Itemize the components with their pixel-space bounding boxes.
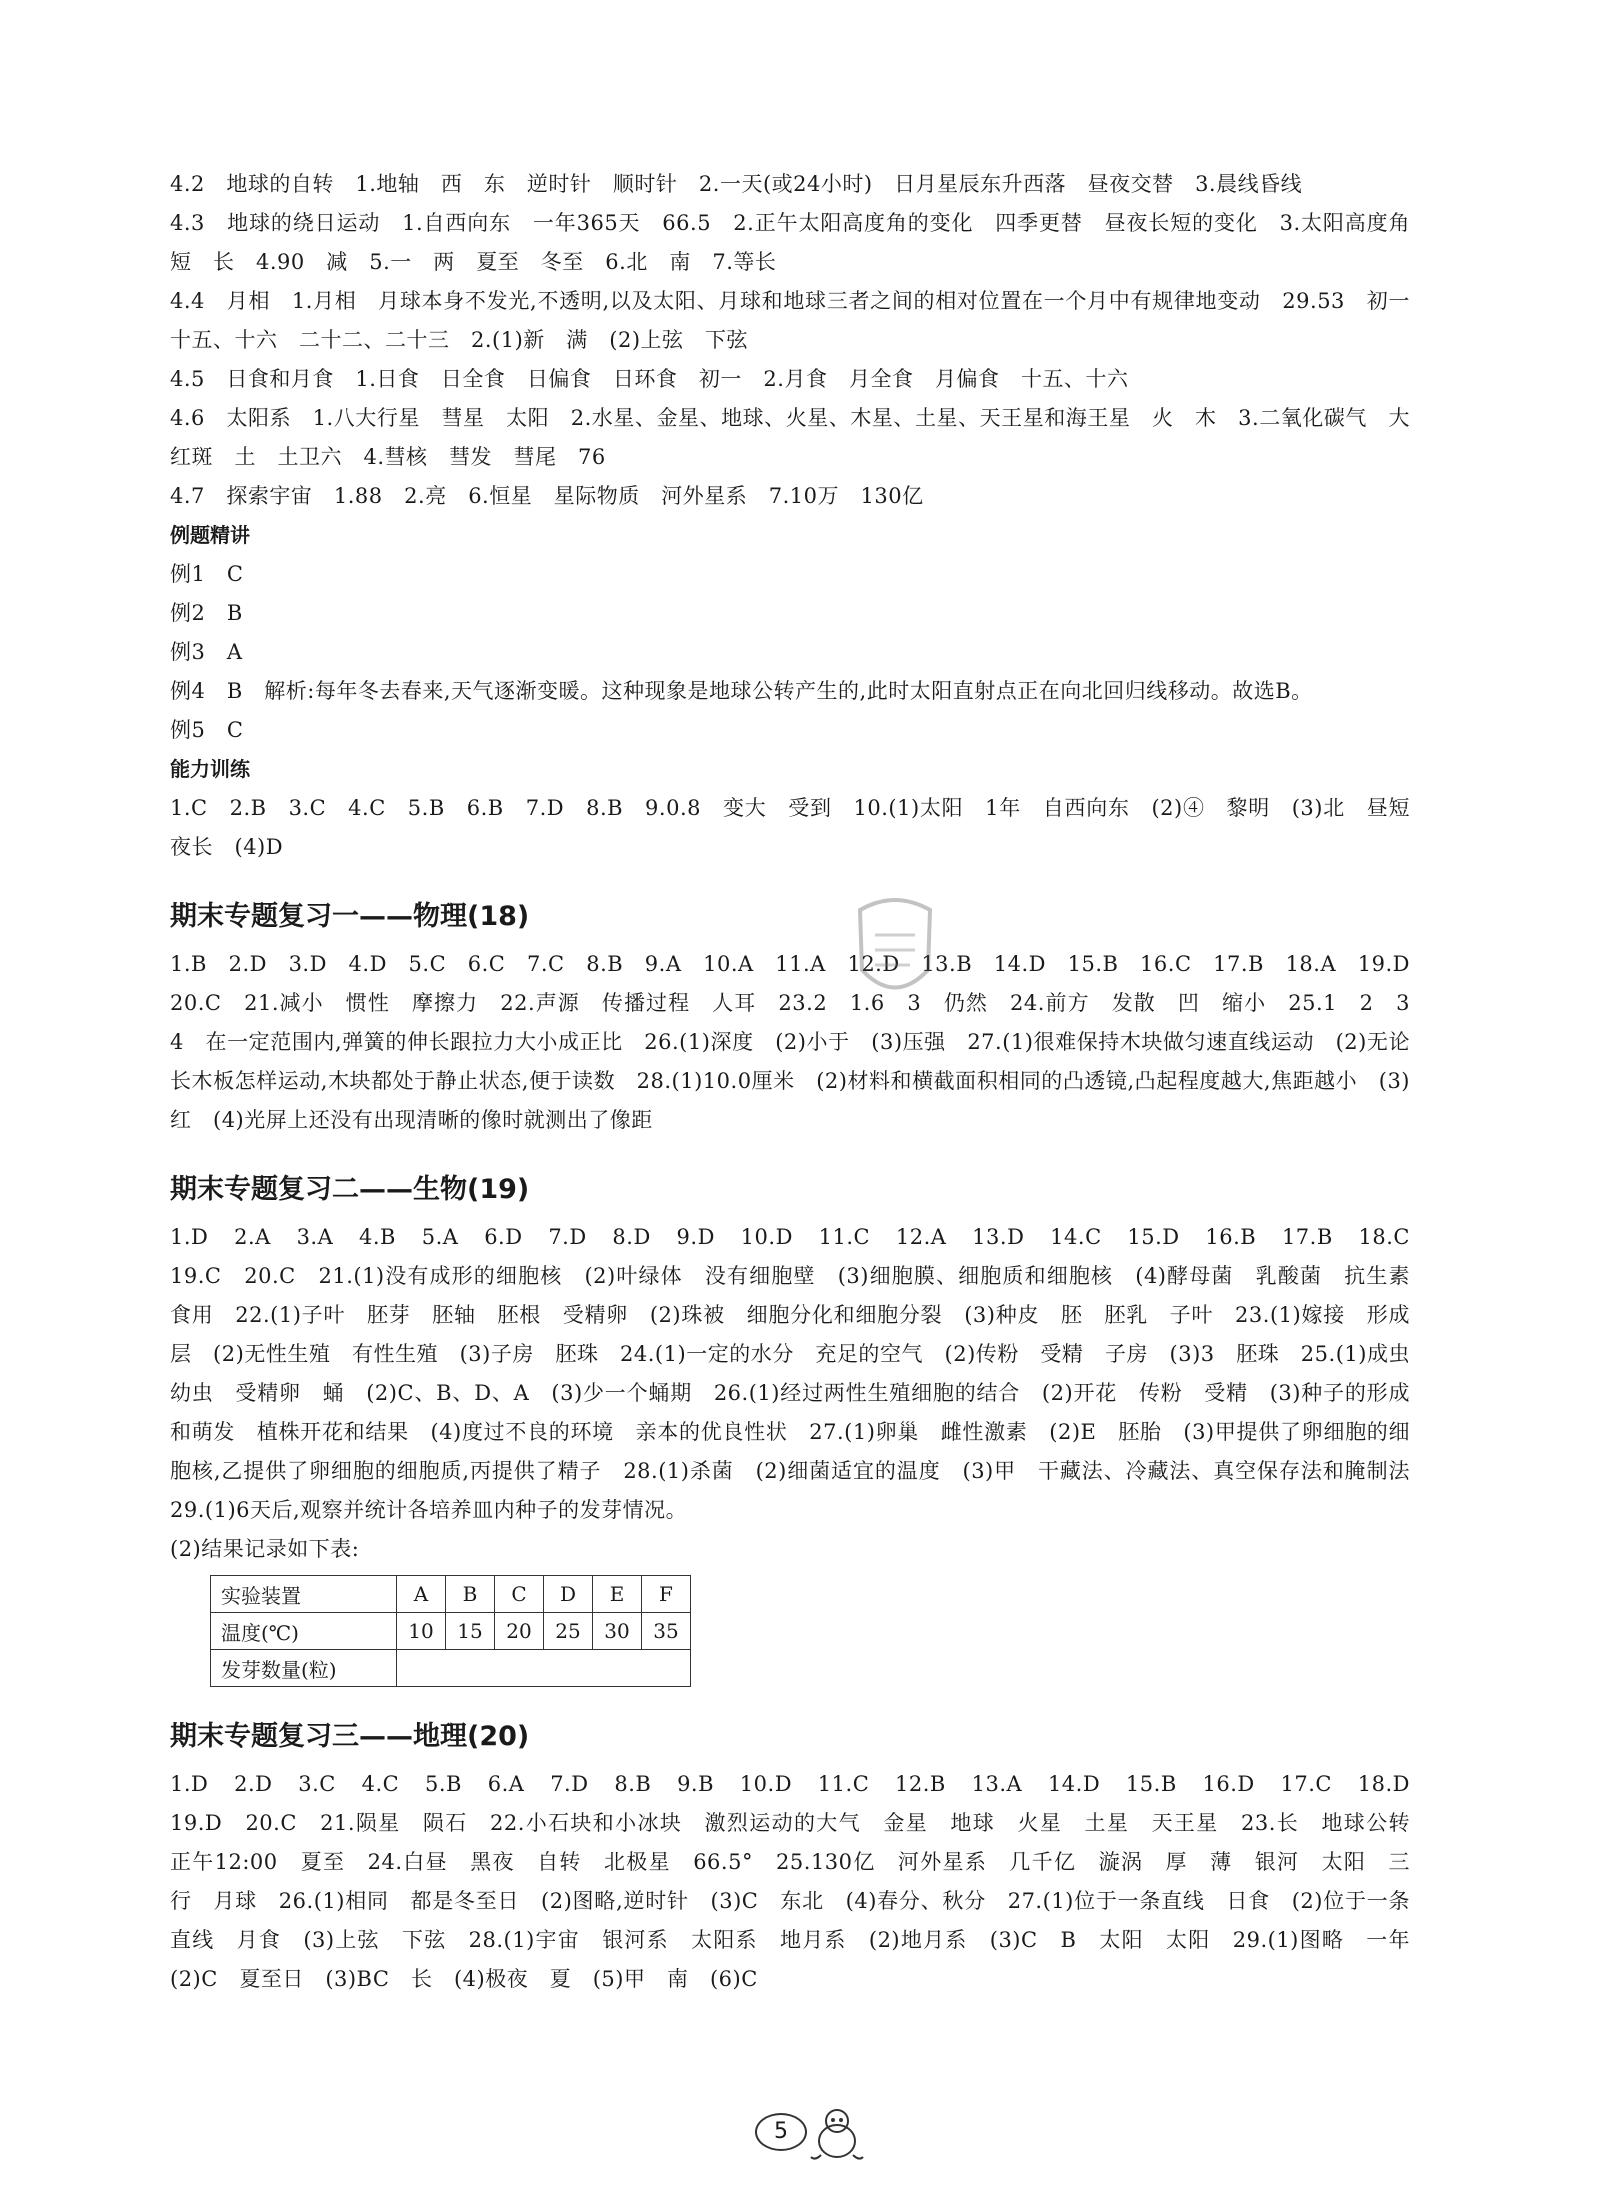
table-row <box>211 1576 691 1613</box>
table-cell: B <box>446 1576 495 1613</box>
answer-line-4-6: 4.6 太阳系 1.八大行星 彗星 太阳 2.水星、金星、地球、火星、木星、土星、天王星和海王星 火 木 3.二氧化碳气 大红斑 土 土卫六 4.彗核 彗发 彗尾 76 <box>170 406 1410 469</box>
table-cell: 25 <box>544 1613 593 1650</box>
results-table <box>210 1575 691 1687</box>
training-answers: 1.C 2.B 3.C 4.C 5.B 6.B 7.D 8.B 9.0.8 变大 受到 10.(1)太阳 1年 自西向东 (2)④ 黎明 (3)北 昼短夜长 (4)D <box>170 796 1410 859</box>
answer-line-4-7: 4.7 探索宇宙 1.88 2.亮 6.恒星 星际物质 河外星系 7.10万 130亿 <box>170 484 924 508</box>
example-2: 例2 B <box>170 601 243 625</box>
table-cell: 30 <box>593 1613 642 1650</box>
table-cell: 实验装置 <box>211 1576 397 1613</box>
table-cell: 发芽数量(粒) <box>211 1650 397 1687</box>
table-cell: 35 <box>642 1613 691 1650</box>
table-cell: 10 <box>397 1613 446 1650</box>
table-intro: (2)结果记录如下表: <box>170 1537 360 1561</box>
page-number: 5 <box>755 2113 807 2151</box>
table-cell: A <box>397 1576 446 1613</box>
table-cell: E <box>593 1576 642 1613</box>
table-cell: C <box>495 1576 544 1613</box>
stamp-watermark-icon <box>840 890 950 1010</box>
example-1: 例1 C <box>170 562 244 586</box>
examples-heading: 例题精讲 <box>170 523 250 547</box>
table-cell: D <box>544 1576 593 1613</box>
training-heading: 能力训练 <box>170 757 250 781</box>
table-row <box>211 1650 691 1687</box>
section-geography-answers: 1.D 2.D 3.C 4.C 5.B 6.A 7.D 8.B 9.B 10.D 11.C 12.B 13.A 14.D 15.B 16.D 17.C 18.D 19.D 20.C 21.陨星 陨石 22.小石块和小冰块 激烈运动的大气 金星 地球 火星 土星 天王星 23.长 地球公转 正午12:00 夏至 24.白昼 黑夜 自转 北极星 66.5° 25.130亿 河外星系 几千亿 漩涡 厚 薄 银河 太阳 三 行 月球 26.(1)相同 都是冬至日 (2)图略,逆时针 (3)C 东北 (4)春分、秋分 27.(1)位于一条直线 日食 (2)位于一条直线 月食 (3)上弦 下弦 28.(1)宇宙 银河系 太阳系 地月系 (2)地月系 (3)C B 太阳 太阳 29.(1)图略 一年 (2)C 夏至日 (3)BC 长 (4)极夜 夏 (5)甲 南 (6)C <box>170 1772 1432 1991</box>
example-4: 例4 B 解析:每年冬去春来,天气逐渐变暖。这种现象是地球公转产生的,此时太阳直射点正在向北回归线移动。故选B。 <box>170 679 1313 703</box>
answer-line-4-5: 4.5 日食和月食 1.日食 日全食 日偏食 日环食 初一 2.月食 月全食 月偏食 十五、十六 <box>170 367 1129 391</box>
example-5: 例5 C <box>170 718 244 742</box>
section-geography-title: 期末专题复习三——地理(20) <box>170 1721 530 1752</box>
answer-line-4-3: 4.3 地球的绕日运动 1.自西向东 一年365天 66.5 2.正午太阳高度角的变化 四季更替 昼夜长短的变化 3.太阳高度角 短 长 4.90 减 5.一 两 夏至 冬至 6.北 南 7.等长 <box>170 211 1432 274</box>
table-cell: 20 <box>495 1613 544 1650</box>
answer-line-4-4: 4.4 月相 1.月相 月球本身不发光,不透明,以及太阳、月球和地球三者之间的相对位置在一个月中有规律地变动 29.53 初一 十五、十六 二十二、二十三 2.(1)新 满 (2)上弦 下弦 <box>170 289 1432 352</box>
section-biology-answers: 1.D 2.A 3.A 4.B 5.A 6.D 7.D 8.D 9.D 10.D 11.C 12.A 13.D 14.C 15.D 16.B 17.B 18.C 19.C 20.C 21.(1)没有成形的细胞核 (2)叶绿体 没有细胞壁 (3)细胞膜、细胞质和细胞核 (4)酵母菌 乳酸菌 抗生素 食用 22.(1)子叶 胚芽 胚轴 胚根 受精卵 (2)珠被 细胞分化和细胞分裂 (3)种皮 胚 胚乳 子叶 23.(1)嫁接 形成层 (2)无性生殖 有性生殖 (3)子房 胚珠 24.(1)一定的水分 充足的空气 (2)传粉 受精 子房 (3)3 胚珠 25.(1)成虫 幼虫 受精卵 蛹 (2)C、B、D、A (3)少一个蛹期 26.(1)经过两性生殖细胞的结合 (2)开花 传粉 受精 (3)种子的形成和萌发 植株开花和结果 (4)度过不良的环境 亲本的优良性状 27.(1)卵巢 雌性激素 (2)E 胚胎 (3)甲提供了卵细胞的细胞核,乙提供了卵细胞的细胞质,丙提供了精子 28.(1)杀菌 (2)细菌适宜的温度 (3)甲 干藏法、冷藏法、真空保存法和腌制法 29.(1)6天后,观察并统计各培养皿内种子的发芽情况。 <box>170 1225 1432 1522</box>
page-footer <box>755 2105 875 2165</box>
table-row <box>211 1613 691 1650</box>
table-cell: 温度(℃) <box>211 1613 397 1650</box>
section-biology-title: 期末专题复习二——生物(19) <box>170 1174 530 1205</box>
table-cell: F <box>642 1576 691 1613</box>
answer-page <box>170 165 1432 1999</box>
answer-line-4-2: 4.2 地球的自转 1.地轴 西 东 逆时针 顺时针 2.一天(或24小时) 日月星辰东升西落 昼夜交替 3.晨线昏线 <box>170 172 1303 196</box>
section-physics-title: 期末专题复习一——物理(18) <box>170 901 530 932</box>
table-cell: 15 <box>446 1613 495 1650</box>
table-cell-empty <box>397 1650 691 1687</box>
example-3: 例3 A <box>170 640 243 664</box>
section-physics-answers: 1.B 2.D 3.D 4.D 5.C 6.C 7.C 8.B 9.A 10.A 11.A 12.D 13.B 14.D 15.B 16.C 17.B 18.A 19.D 20.C 21.减小 惯性 摩擦力 22.声源 传播过程 人耳 23.2 1.6 3 仍然 24.前方 发散 凹 缩小 25.1 2 3 4 在一定范围内,弹簧的伸长跟拉力大小成正比 26.(1)深度 (2)小于 (3)压强 27.(1)很难保持木块做匀速直线运动 (2)无论长木板怎样运动,木块都处于静止状态,便于读数 28.(1)10.0厘米 (2)材料和横截面积相同的凸透镜,凸起程度越大,焦距越小 (3)红 (4)光屏上还没有出现清晰的像时就测出了像距 <box>170 952 1432 1132</box>
mascot-icon <box>807 2105 867 2163</box>
